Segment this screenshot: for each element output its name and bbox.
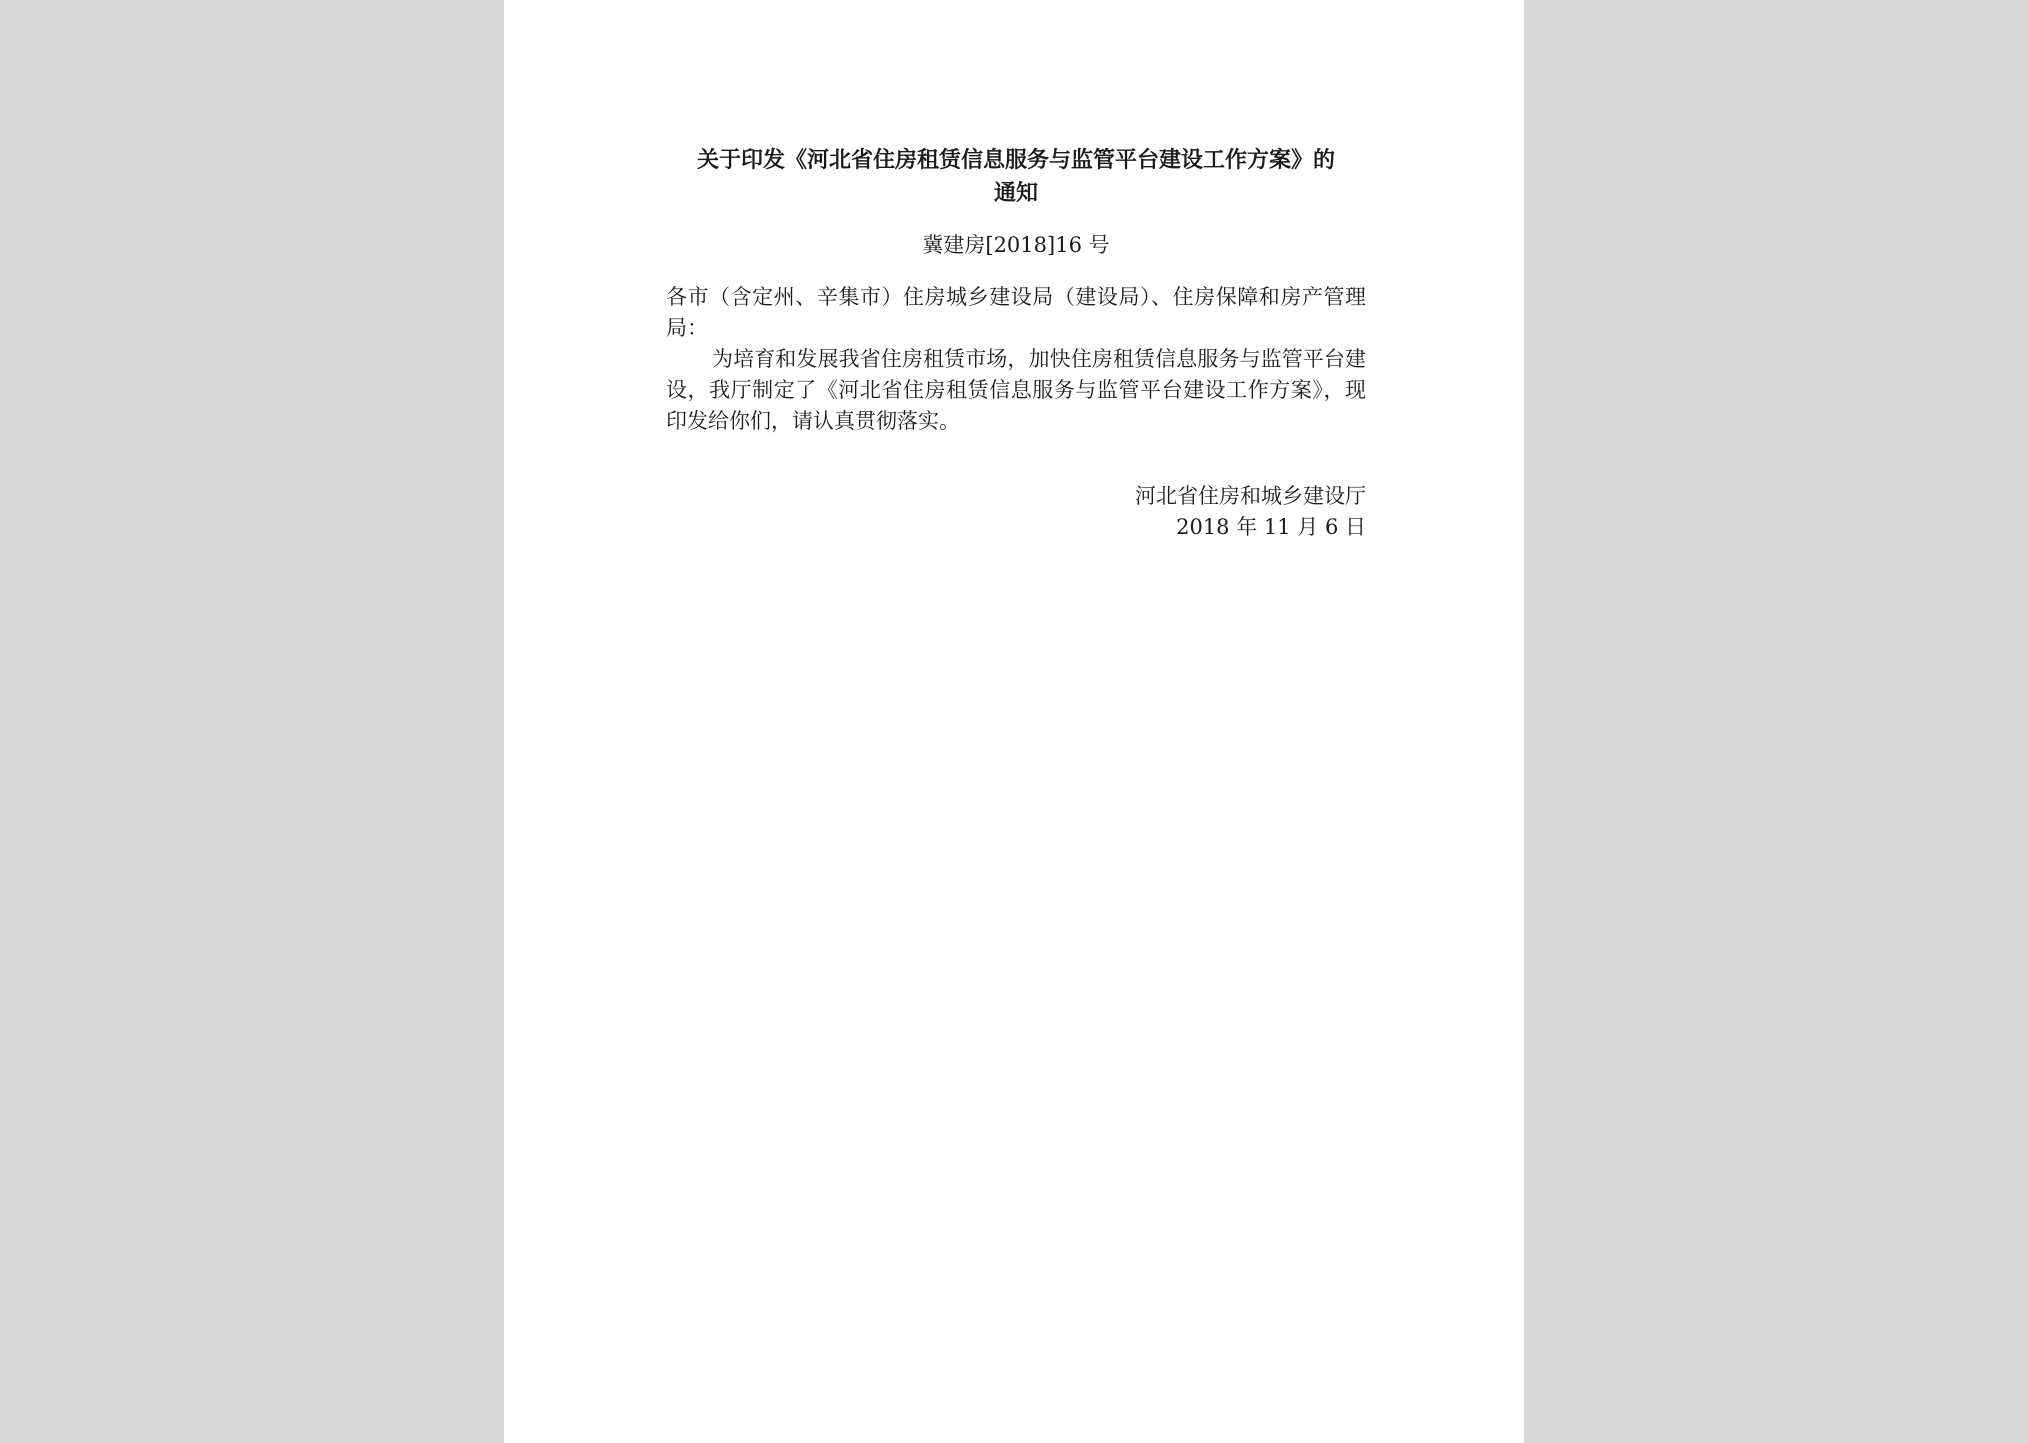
title-line-2: 通知 (993, 181, 1038, 206)
document-number: 冀建房[2018]16 号 (922, 233, 1110, 257)
document-page (504, 0, 1524, 1443)
issue-date: 2018 年 11 月 6 日 (1176, 515, 1366, 539)
document-body (666, 282, 1366, 437)
issuer: 河北省住房和城乡建设厅 (1135, 484, 1366, 508)
document-title (666, 144, 1366, 210)
title-line-1: 关于印发《河北省住房租赁信息服务与监管平台建设工作方案》的 (696, 148, 1335, 173)
body-paragraph: 为培育和发展我省住房租赁市场，加快住房租赁信息服务与监管平台建设，我厅制定了《河北省住房租赁信息服务与监管平台建设工作方案》，现印发给你们，请认真贯彻落实。 (666, 347, 1366, 433)
addressee: 各市（含定州、辛集市）住房城乡建设局（建设局）、住房保障和房产管理局： (666, 285, 1366, 340)
page-content (666, 144, 1366, 543)
signature-block (666, 481, 1366, 543)
